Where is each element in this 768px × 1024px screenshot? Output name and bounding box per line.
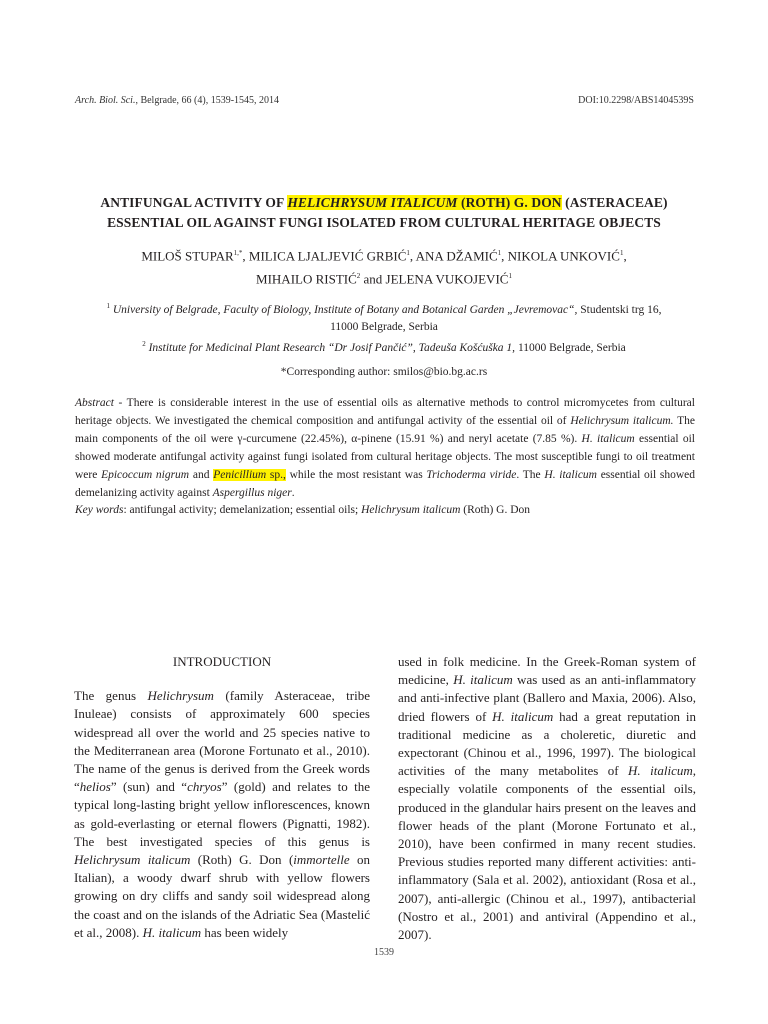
journal-citation: Arch. Biol. Sci., Belgrade, 66 (4), 1539-1545, 2014: [75, 95, 280, 106]
left-column: [74, 653, 370, 942]
right-column: [398, 653, 696, 944]
article-title: ANTIFUNGAL ACTIVITY OF HELICHRYSUM ITALICUM (ROTH) G. DON (ASTERACEAE) ESSENTIAL OIL AGAINST FUNGI ISOLATED FROM CULTURAL HERITAGE OBJECTS: [100, 195, 668, 230]
intro-paragraph-continued: used in folk medicine. In the Greek-Roman system of medicine, H. italicum was used as an anti-inflammatory and anti-infective plant (Ballero and Maxia, 2006). Also, dried flowers of H. italicum had a great reputation in traditional medicine as a choleretic, diuretic and expectorant (Chinou et al., 1996, 1997). The biological activities of the many metabolites of H. italicum, especially volatile components of the essential oils, produced in the glandular hairs present on the leaves and flower heads of the plant (Morone Fortunato et al., 2010), have been confirmed in many recent studies. Previous studies reported many different activities: anti-inflammatory (Sala et al. 2002), antioxidant (Rosa et al., 2007), anti-allergic (Chinou et al., 1997), antibacterial (Nostro et al., 2001) and antiviral (Appendino et al., 2007).: [398, 654, 697, 943]
page-number: 1539: [374, 947, 394, 958]
keywords: Key words: antifungal activity; demelanization; essential oils; Helichrysum italicum (Roth) G. Don: [75, 504, 531, 516]
affiliations: $^1$ University of Belgrade, Faculty of Biology, Institute of Botany and Botanical Garden „Jevremovac“, Studentski trg 16, 11000 Belgrade, Serbia $^2$ Institute for Medicinal Plant Research “Dr Josif Pančić”, Tadeuša Košćuška 1, 11000 Belgrade, Serbia: [106, 302, 662, 354]
author-list: MILOŠ $STUPAR^{1,*}$, MILICA LJALJEVIĆ GRBIĆ$^1$, ANA DŽAMIĆ$^1$, NIKOLA UNKOVIĆ$^1$, MIHAILO RISTIĆ$^2$ and JELENA VUKOJEVIĆ$^1$: [141, 248, 627, 287]
intro-paragraph: The genus Helichrysum (family Asteraceae, tribe Inuleae) consists of approximately 600 species widespread all over the world and 25 species native to the Mediterranean area (Morone Fortunato et al., 2010). The name of the genus is derived from the Greek words “helios” (sun) and “chryos” (gold) and relates to the typical long-lasting bright yellow inflorescences, known as gold-everlasting or eternal flowers (Pignatti, 1982). The best investigated species of this genus is Helichrysum italicum (Roth) G. Don (immortelle on Italian), a woody dwarf shrub with yellow flowers growing on dry cliffs and sandy soil widespread along the coast and on the islands of the Adriatic Sea (Mastelić et al., 2008). H. italicum has been widely: [74, 688, 370, 940]
corresponding-author: *Corresponding author: smilos@bio.bg.ac.rs: [280, 366, 488, 378]
doi: DOI:10.2298/ABS1404539S: [578, 95, 694, 106]
abstract: Abstract - There is considerable interest in the use of essential oils as alternative methods to control micromycetes from cultural heritage objects. We investigated the chemical composition and antifungal activity of the essential oil of Helichrysum italicum. The main components of the oil were γ-curcumene (22.45%), α-pinene (15.91 %) and neryl acetate (7.85 %). H. italicum essential oil showed moderate antifungal activity against fungi isolated from cultural heritage objects. The most susceptible fungi to oil treatment were Epicoccum nigrum and Penicillium sp., while the most resistant was Trichoderma viride. The H. italicum essential oil showed demelanizing activity against Aspergillus niger.: [75, 397, 696, 499]
section-heading-introduction: INTRODUCTION: [172, 654, 272, 669]
